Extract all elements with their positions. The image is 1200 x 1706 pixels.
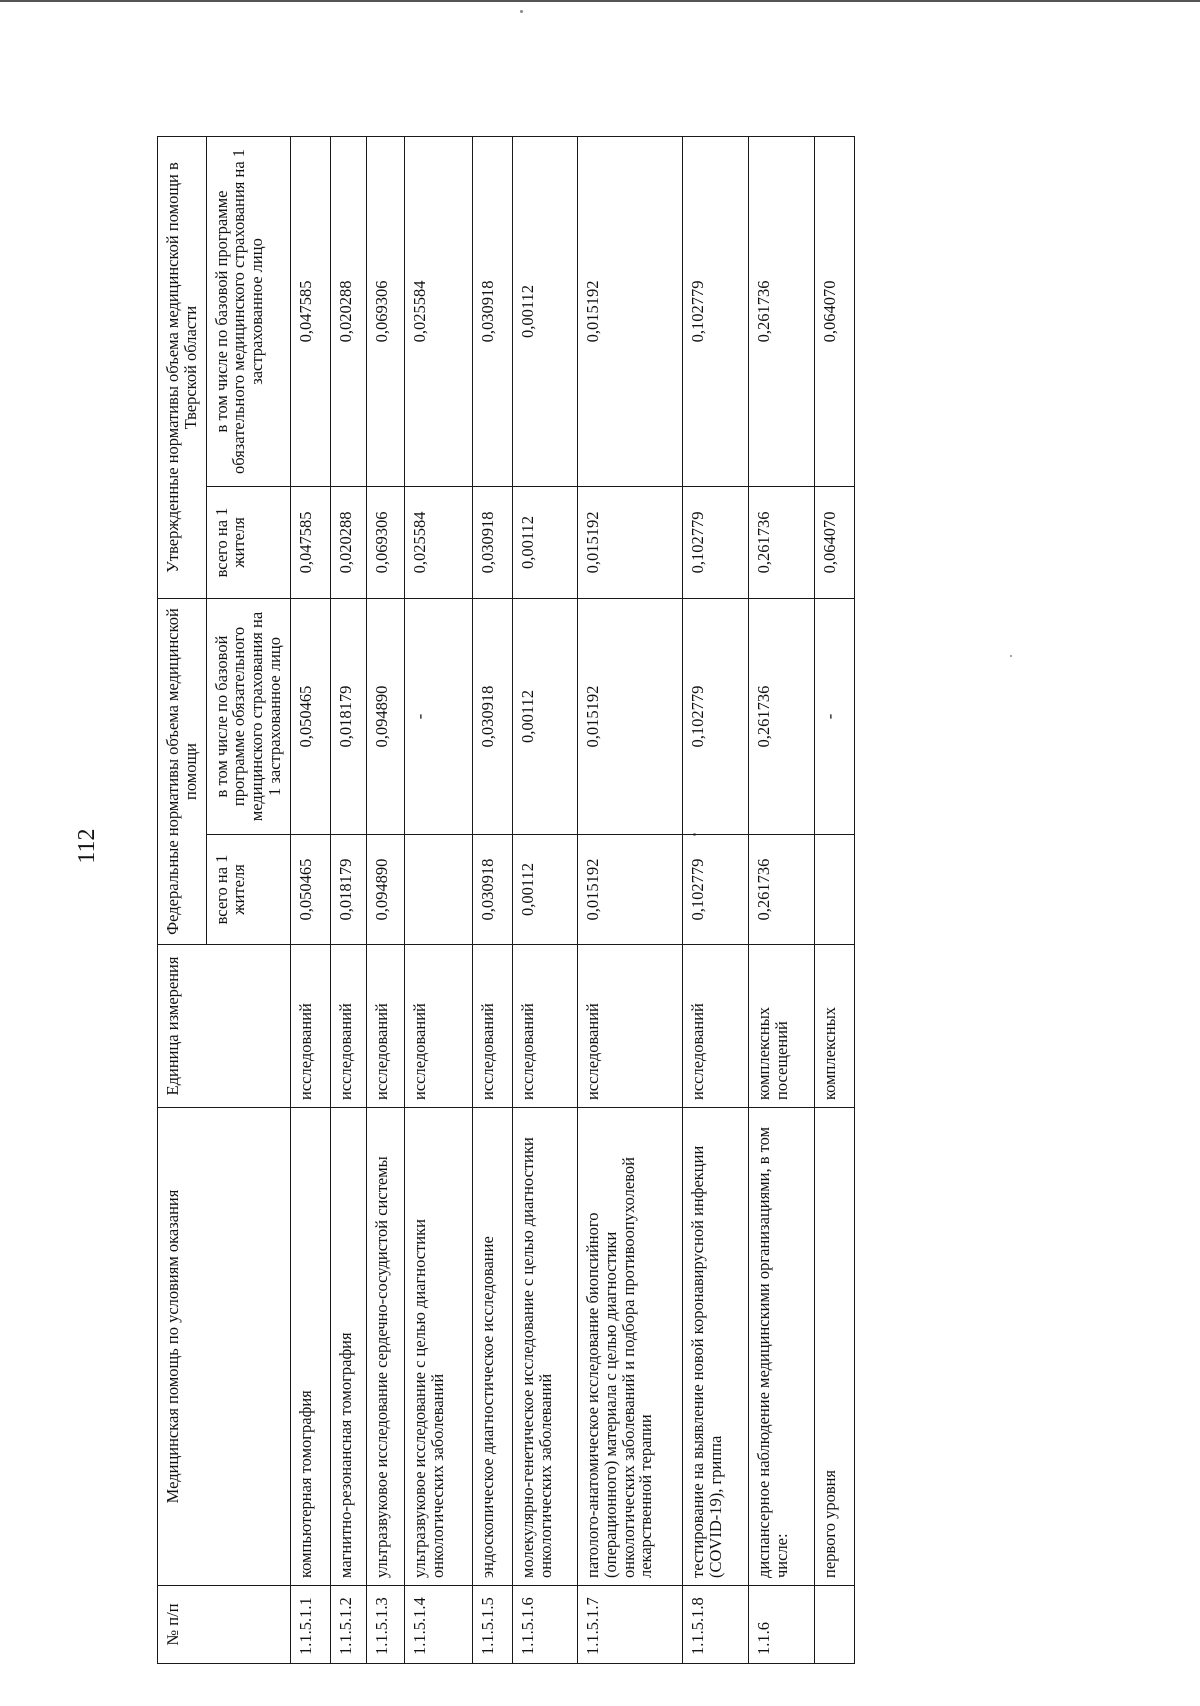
row-federal-oms: - [814,598,854,834]
row-care-type: магнитно-резонансная томография [330,1108,366,1586]
row-regional-oms: 0,030918 [472,136,512,486]
row-regional-oms: 0,102779 [682,136,748,486]
row-federal-oms: 0,102779 [682,598,748,834]
row-regional-total: 0,020288 [330,486,366,598]
row-care-type: компьютерная томография [290,1108,330,1586]
row-care-type: ультразвуковое исследование сердечно-сосудистой системы [366,1108,404,1586]
table-row [814,136,854,1663]
row-regional-oms: 0,025584 [404,136,472,486]
row-unit: исследований [577,945,682,1108]
row-unit: исследований [472,945,512,1108]
norms-table [157,136,855,1664]
row-regional-oms: 0,00112 [512,136,577,486]
row-num: 1.1.5.1.5 [472,1586,512,1664]
row-num: 1.1.5.1.1 [290,1586,330,1664]
header-num: № п/п [158,1586,291,1664]
table-row [472,136,512,1663]
row-regional-oms: 0,064070 [814,136,854,486]
row-federal-oms: 0,00112 [512,598,577,834]
table-row [512,136,577,1663]
row-care-type: первого уровня [814,1108,854,1586]
row-care-type: молекулярно-генетическое исследование с целью диагностики онкологических заболеваний [512,1108,577,1586]
row-federal-oms: 0,018179 [330,598,366,834]
row-num: 1.1.5.1.4 [404,1586,472,1664]
row-unit: исследований [404,945,472,1108]
row-federal-total: 0,102779 [682,835,748,945]
header-unit: Единица измерения [158,945,291,1108]
row-federal-oms: 0,094890 [366,598,404,834]
row-unit: исследований [330,945,366,1108]
row-regional-total: 0,047585 [290,486,330,598]
row-regional-oms: 0,069306 [366,136,404,486]
row-num: 1.1.5.1.2 [330,1586,366,1664]
row-federal-total [404,835,472,945]
table-header-row [158,136,207,1663]
row-regional-total: 0,00112 [512,486,577,598]
row-regional-total: 0,102779 [682,486,748,598]
row-regional-oms: 0,015192 [577,136,682,486]
table-row [748,136,814,1663]
row-unit: исследований [512,945,577,1108]
row-regional-total: 0,025584 [404,486,472,598]
row-num: 1.1.5.1.8 [682,1586,748,1664]
row-care-type: ультразвуковое исследование с целью диагностики онкологических заболеваний [404,1108,472,1586]
row-regional-oms: 0,020288 [330,136,366,486]
row-federal-total: 0,015192 [577,835,682,945]
table-row [366,136,404,1663]
header-regional-oms: в том числе по базовой программе обязательного медицинского страхования на 1 застрахованное лицо [206,136,290,486]
row-unit: комплексных [814,945,854,1108]
row-federal-oms: 0,261736 [748,598,814,834]
table-row [290,136,330,1663]
row-unit: комплексных посещений [748,945,814,1108]
header-care-type: Медицинская помощь по условиям оказания [158,1108,291,1586]
row-federal-total: 0,018179 [330,835,366,945]
table-row [404,136,472,1663]
row-federal-oms: - [404,598,472,834]
table-row [682,136,748,1663]
row-unit: исследований [682,945,748,1108]
header-regional-total: всего на 1 жителя [206,486,290,598]
row-num: 1.1.5.1.7 [577,1586,682,1664]
row-care-type: диспансерное наблюдение медицинскими организациями, в том числе: [748,1108,814,1586]
row-care-type: тестирование на выявление новой коронавирусной инфекции (COVID-19), гриппа [682,1108,748,1586]
row-federal-oms: 0,015192 [577,598,682,834]
row-unit: исследований [290,945,330,1108]
row-num: 1.1.6 [748,1586,814,1664]
row-num: 1.1.5.1.3 [366,1586,404,1664]
row-num: 1.1.5.1.6 [512,1586,577,1664]
header-federal-oms: в том числе по базовой программе обязательного медицинского страхования на 1 застрахованное лицо [206,598,290,834]
row-regional-oms: 0,047585 [290,136,330,486]
row-federal-total: 0,050465 [290,835,330,945]
row-regional-total: 0,069306 [366,486,404,598]
row-federal-total: 0,00112 [512,835,577,945]
row-regional-total: 0,015192 [577,486,682,598]
row-regional-total: 0,261736 [748,486,814,598]
table-row [577,136,682,1663]
header-federal-total: всего на 1 жителя [206,835,290,945]
header-federal-norms: Федеральные нормативы объема медицинской помощи [158,598,207,944]
row-federal-oms: 0,050465 [290,598,330,834]
row-federal-total [814,835,854,945]
row-regional-total: 0,030918 [472,486,512,598]
row-num [814,1586,854,1664]
row-regional-oms: 0,261736 [748,136,814,486]
row-regional-total: 0,064070 [814,486,854,598]
row-federal-total: 0,030918 [472,835,512,945]
header-regional-norms: Утвержденные нормативы объема медицинской помощи в Тверской области [158,136,207,598]
row-federal-total: 0,261736 [748,835,814,945]
page-number: 112 [74,828,100,864]
row-unit: исследований [366,945,404,1108]
row-federal-oms: 0,030918 [472,598,512,834]
row-care-type: эндоскопическое диагностическое исследование [472,1108,512,1586]
table-row [330,136,366,1663]
row-care-type: патолого-анатомическое исследование биопсийного (операционного) материала с целью диагностики онкологических заболеваний и подбора противоопухолевой лекарственной терапии [577,1108,682,1586]
row-federal-total: 0,094890 [366,835,404,945]
